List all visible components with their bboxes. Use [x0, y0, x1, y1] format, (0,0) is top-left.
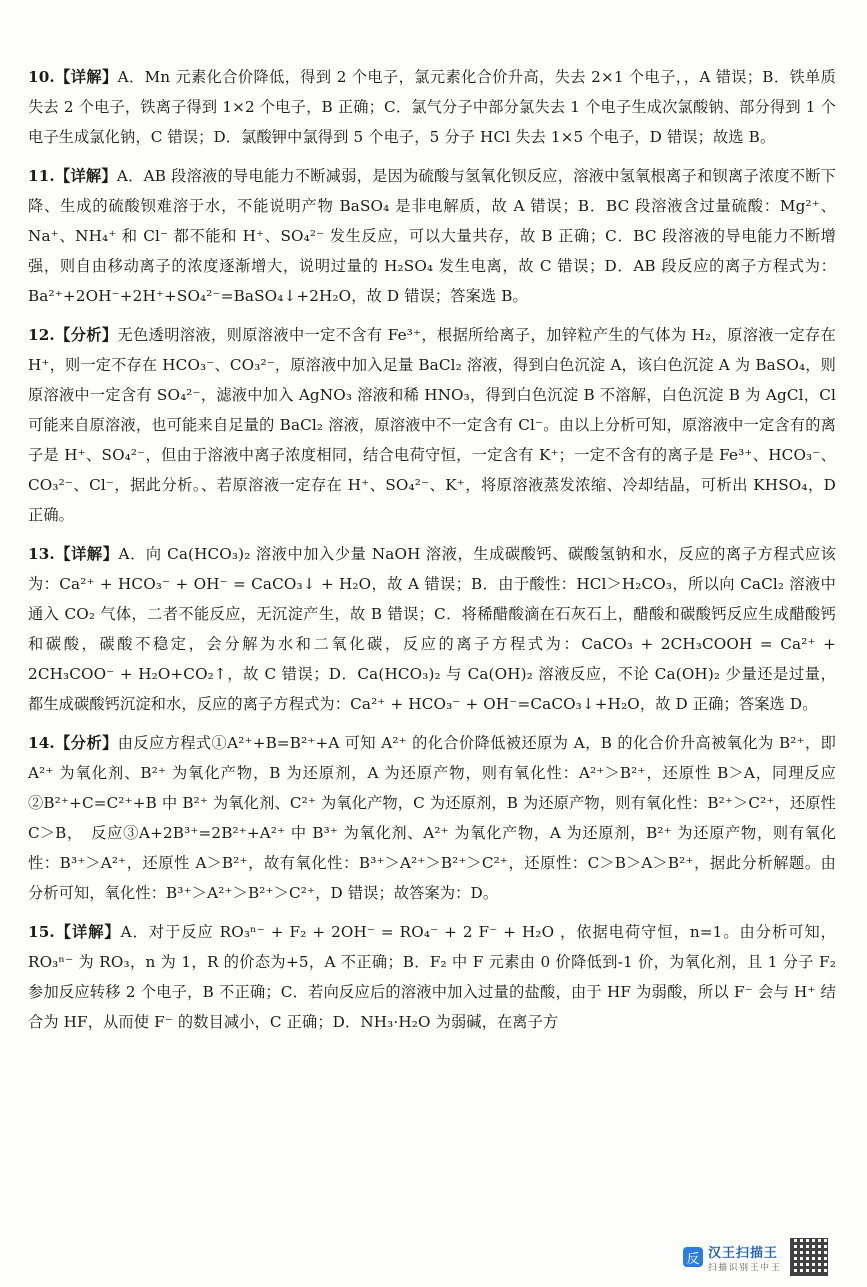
answer-tag: 【分析】	[54, 734, 118, 752]
answer-12	[28, 320, 836, 530]
answer-text: A．Mn 元素化合价降低，得到 2 个电子，氯元素化合价升高，失去 2×1 个电子，，A 错误；B．铁单质失去 2 个电子，铁离子得到 1×2 个电子，B 正确；C．氯气分子中部分氯失去 1 个电子生成次氯酸钠、部分得到 1 个电子生成氯化钠，C 错误；D．氯酸钾中氯得到 5 个电子，5 分子 HCl 失去 1×5 个电子，D 错误；故选 B。	[28, 68, 836, 146]
question-number: 12.	[28, 326, 55, 344]
question-number: 14.	[28, 734, 55, 752]
answer-text: A．向 Ca(HCO₃)₂ 溶液中加入少量 NaOH 溶液，生成碳酸钙、碳酸氢钠和水，反应的离子方程式应该为：Ca²⁺ + HCO₃⁻ + OH⁻ = CaCO₃↓ + H₂O，故 A 错误；B．由于酸性：HCl＞H₂CO₃，所以向 CaCl₂ 溶液中通入 CO₂ 气体，二者不能反应，无沉淀产生，故 B 错误；C．将稀醋酸滴在石灰石上，醋酸和碳酸钙反应生成醋酸钙和碳酸，碳酸不稳定，会分解为水和二氧化碳，反应的离子方程式为：CaCO₃ + 2CH₃COOH = Ca²⁺ + 2CH₃COO⁻ + H₂O+CO₂↑，故 C 错误；D．Ca(HCO₃)₂ 与 Ca(OH)₂ 溶液反应，不论 Ca(OH)₂ 少量还是过量，都生成碳酸钙沉淀和水，反应的离子方程式为：Ca²⁺ + HCO₃⁻ + OH⁻=CaCO₃↓+H₂O，故 D 正确；答案选 D。	[28, 545, 836, 713]
scanner-watermark	[683, 1237, 853, 1277]
question-number: 13.	[28, 545, 55, 563]
watermark-subtitle: 扫描识别王中王	[708, 1262, 782, 1273]
answer-10	[28, 62, 836, 152]
answer-tag: 【详解】	[54, 923, 121, 941]
answer-text: A．对于反应 RO₃ⁿ⁻ + F₂ + 2OH⁻ = RO₄⁻ + 2 F⁻ + H₂O ，依据电荷守恒，n=1。由分析可知，RO₃ⁿ⁻ 为 RO₃，n 为 1，R 的价态为+5，A 不正确；B．F₂ 中 F 元素由 0 价降低到-1 价，为氧化剂，且 1 分子 F₂ 参加反应转移 2 个电子，B 不正确；C．若向反应后的溶液中加入过量的盐酸，由于 HF 为弱酸，所以 F⁻ 会与 H⁺ 结合为 HF，从而使 F⁻ 的数目减小，C 正确；D．NH₃·H₂O 为弱碱，在离子方	[28, 923, 836, 1031]
answer-tag: 【详解】	[54, 545, 119, 563]
answer-document	[28, 62, 836, 1046]
question-number: 10.	[28, 68, 55, 86]
answer-text: A．AB 段溶液的导电能力不断减弱，是因为硫酸与氢氧化钡反应，溶液中氢氧根离子和钡离子浓度不断下降、生成的硫酸钡难溶于水，不能说明产物 BaSO₄ 是非电解质，故 A 错误；B．BC 段溶液含过量硫酸：Mg²⁺、Na⁺、NH₄⁺ 和 Cl⁻ 都不能和 H⁺、SO₄²⁻ 发生反应，可以大量共存，故 B 正确；C．BC 段溶液的导电能力不断增强，则自由移动离子的浓度逐渐增大，说明过量的 H₂SO₄ 发生电离，故 C 错误；D．AB 段反应的离子方程式为：Ba²⁺+2OH⁻+2H⁺+SO₄²⁻=BaSO₄↓+2H₂O，故 D 错误；答案选 B。	[28, 167, 837, 305]
answer-text: 无色透明溶液，则原溶液中一定不含有 Fe³⁺，根据所给离子，加锌粒产生的气体为 H₂，原溶液一定存在 H⁺，则一定不存在 HCO₃⁻、CO₃²⁻，原溶液中加入足量 BaCl₂ 溶液，得到白色沉淀 A，该白色沉淀 A 为 BaSO₄，则原溶液中一定含有 SO₄²⁻，滤液中加入 AgNO₃ 溶液和稀 HNO₃，得到白色沉淀 B 不溶解，白色沉淀 B 为 AgCl，Cl 可能来自原溶液，也可能来自足量的 BaCl₂ 溶液，原溶液中不一定含有 Cl⁻。由以上分析可知，原溶液中一定含有的离子是 H⁺、SO₄²⁻，但由于溶液中离子浓度相同，结合电荷守恒，一定含有 K⁺；一定不含有的离子是 Fe³⁺、HCO₃⁻、CO₃²⁻、Cl⁻，据此分析。、若原溶液一定存在 H⁺、SO₄²⁻、K⁺，将原溶液蒸发浓缩、冷却结晶，可析出 KHSO₄，D 正确。	[28, 326, 836, 524]
question-number: 15.	[28, 923, 55, 941]
answer-11	[28, 161, 836, 311]
qr-code-icon	[790, 1238, 828, 1276]
question-number: 11.	[28, 167, 55, 185]
scanner-logo-icon: 反	[683, 1247, 703, 1267]
answer-14	[28, 728, 836, 908]
answer-tag: 【详解】	[54, 68, 118, 86]
watermark-title: 汉王扫描王	[708, 1245, 779, 1261]
answer-15	[28, 917, 836, 1037]
answer-text: 由反应方程式①A²⁺+B=B²⁺+A 可知 A²⁺ 的化合价降低被还原为 A，B 的化合价升高被氧化为 B²⁺，即 A²⁺ 为氧化剂、B²⁺ 为氧化产物，B 为还原剂，A 为还原产物，则有氧化性：A²⁺＞B²⁺，还原性 B＞A，同理反应②B²⁺+C=C²⁺+B 中 B²⁺ 为氧化剂、C²⁺ 为氧化产物，C 为还原剂，B 为还原产物，则有氧化性：B²⁺＞C²⁺，还原性 C＞B， 反应③A+2B³⁺=2B²⁺+A²⁺ 中 B³⁺ 为氧化剂、A²⁺ 为氧化产物，A 为还原剂，B²⁺ 为还原产物，则有氧化性：B³⁺＞A²⁺，还原性 A＞B²⁺，故有氧化性：B³⁺＞A²⁺＞B²⁺＞C²⁺，还原性：C＞B＞A＞B²⁺，据此分析解题。由分析可知，氧化性：B³⁺＞A²⁺＞B²⁺＞C²⁺，D 错误；故答案为：D。	[28, 734, 836, 902]
answer-13	[28, 539, 836, 719]
answer-tag: 【详解】	[54, 167, 117, 185]
answer-tag: 【分析】	[54, 326, 118, 344]
